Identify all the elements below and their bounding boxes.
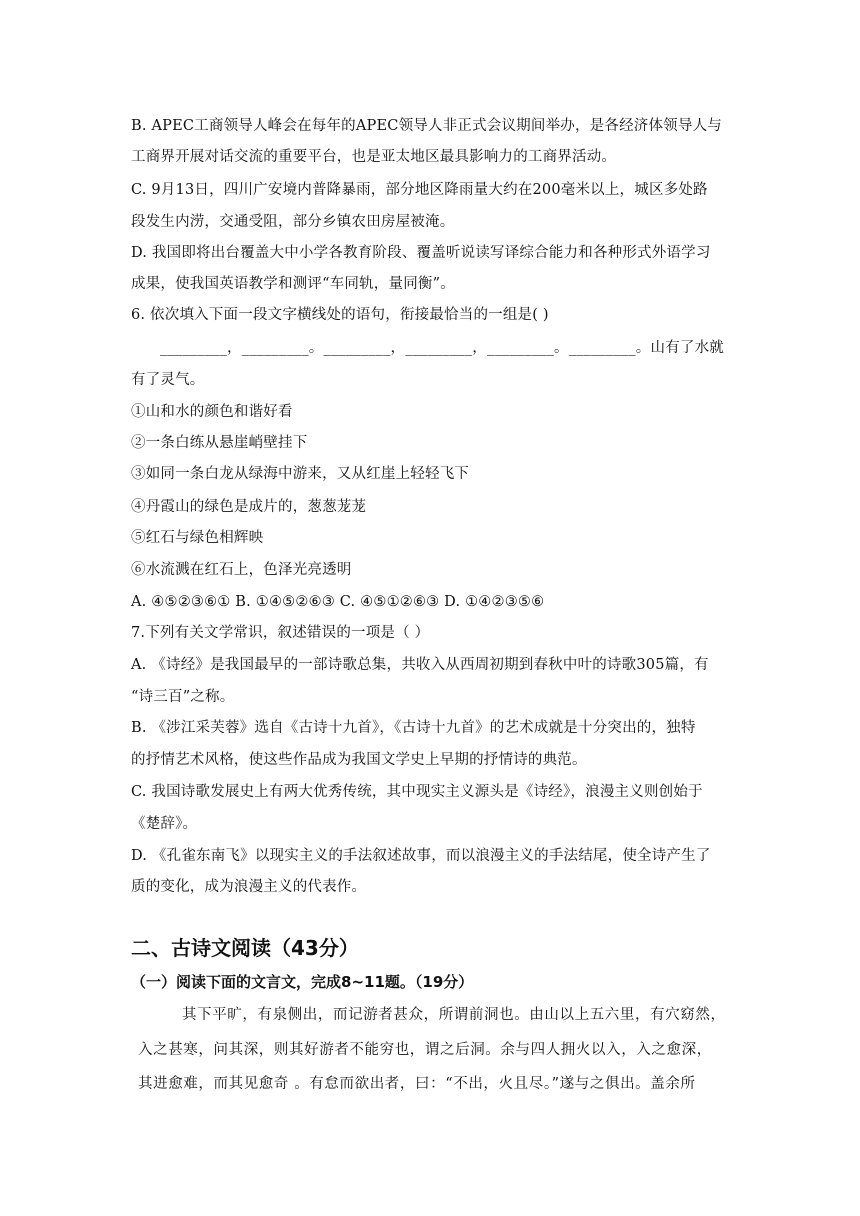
- q7-option-a-line-2: “诗三百”之称。: [131, 689, 235, 705]
- q7-option-d-line-1: D. 《孔雀东南飞》以现实主义的手法叙述故事，而以浪漫主义的手法结尾，使全诗产生了: [131, 848, 711, 864]
- subsection-heading: （一）阅读下面的文言文，完成8~11题。（19分）: [131, 973, 474, 991]
- sentence-1: ①山和水的颜色和谐好看: [131, 404, 293, 420]
- question-7-stem: 7.下列有关文学常识，叙述错误的一项是（ ）: [131, 625, 430, 641]
- sentence-4: ④丹霞山的绿色是成片的，葱葱茏茏: [131, 499, 367, 515]
- passage-line-1: 其下平旷，有泉侧出，而记游者甚众，所谓前洞也。由山以上五六里，有穴窈然，: [182, 1007, 726, 1023]
- q7-option-b-line-1: B. 《涉江采芙蓉》选自《古诗十九首》，《古诗十九首》的艺术成就是十分突出的，独特: [131, 720, 696, 736]
- option-d-line-1: D. 我国即将出台覆盖大中小学各教育阶段、覆盖听说读写译综合能力和各种形式外语学习: [131, 245, 711, 261]
- question-6-stem: 6. 依次填入下面一段文字横线处的语句，衔接最恰当的一组是( ): [131, 307, 549, 323]
- passage-line-2: 入之甚寒，问其深，则其好游者不能穷也，谓之后洞。余与四人拥火以入，入之愈深，: [138, 1042, 712, 1058]
- q7-option-a-line-1: A. 《诗经》是我国最早的一部诗歌总集，共收入从西周初期到春秋中叶的诗歌305篇，有: [131, 657, 709, 673]
- option-c-line-1: C. 9月13日，四川广安境内普降暴雨，部分地区降雨量大约在200毫米以上，城区多处路: [131, 182, 708, 198]
- sentence-6: ⑥水流溅在红石上，色泽光亮透明: [131, 562, 352, 578]
- passage-line-3: 其进愈难，而其见愈奇 。有怠而欲出者，曰：“不出，火且尽。”遂与之俱出。盖余所: [138, 1076, 696, 1092]
- option-d-line-2: 成果，使我国英语教学和测评“车同轨，量同衡”。: [131, 276, 455, 292]
- section-heading: 二、古诗文阅读（43分）: [131, 936, 359, 960]
- q7-option-c-line-1: C. 我国诗歌发展史上有两大优秀传统，其中现实主义源头是《诗经》，浪漫主义则创始于: [131, 784, 703, 800]
- sentence-5: ⑤红石与绿色相辉映: [131, 530, 264, 546]
- question-6-choices: A. ④⑤②③⑥① B. ①④⑤②⑥③ C. ④⑤①②⑥③ D. ①④②③⑤⑥: [131, 594, 545, 610]
- option-b-line-2: 工商界开展对话交流的重要平台，也是亚太地区最具影响力的工商界活动。: [131, 149, 617, 165]
- question-6-blanks: _________，_________。_________，_________，_________。_________。山有了水就: [160, 340, 724, 356]
- question-6-blanks-end: 有了灵气。: [131, 372, 205, 388]
- q7-option-c-line-2: 《楚辞》。: [131, 816, 198, 832]
- sentence-3: ③如同一条白龙从绿海中游来，又从红崖上轻轻飞下: [131, 466, 470, 482]
- q7-option-d-line-2: 质的变化，成为浪漫主义的代表作。: [131, 879, 367, 895]
- option-b-line-1: B. APEC工商领导人峰会在每年的APEC领导人非正式会议期间举办，是各经济体领导人与: [131, 118, 722, 134]
- q7-option-b-line-2: 的抒情艺术风格，使这些作品成为我国文学史上早期的抒情诗的典范。: [131, 752, 587, 768]
- sentence-2: ②一条白练从悬崖峭壁挂下: [131, 435, 308, 451]
- option-c-line-2: 段发生内涝，交通受阻，部分乡镇农田房屋被淹。: [131, 214, 455, 230]
